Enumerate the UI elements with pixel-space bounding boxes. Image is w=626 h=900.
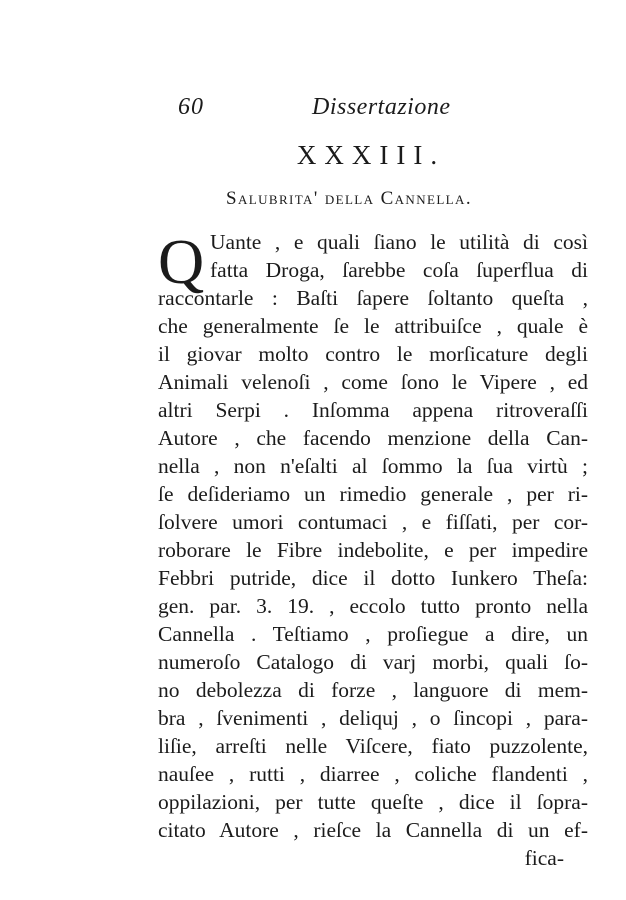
chapter-title: Salubrita' della Cannella. xyxy=(226,188,472,209)
text-line: ſe deſideriamo un rimedio generale , per ri- xyxy=(158,482,588,506)
text-line: raccontarle : Baſti ſapere ſoltanto queſta , xyxy=(158,286,588,310)
text-line: gen. par. 3. 19. , eccolo tutto pronto nella xyxy=(158,594,588,618)
text-line: il giovar molto contro le morſicature degli xyxy=(158,342,588,366)
text-line: citato Autore , rieſce la Cannella di un ef- xyxy=(158,818,588,842)
text-line: nella , non n'eſalti al ſommo la ſua virtù ; xyxy=(158,454,588,478)
text-line: Uante , e quali ſiano le utilità di così xyxy=(210,230,588,254)
text-line: altri Serpi . Inſomma appena ritroveraſſi xyxy=(158,398,588,422)
running-title: Dissertazione xyxy=(312,94,451,120)
text-line: Animali velenoſi , come ſono le Vipere , ed xyxy=(158,370,588,394)
text-line: Cannella . Teſtiamo , proſiegue a dire, un xyxy=(158,622,588,646)
text-line: no debolezza di forze , languore di mem- xyxy=(158,678,588,702)
text-line: bra , ſvenimenti , deliquj , o ſincopi , para- xyxy=(158,706,588,730)
chapter-number: XXXIII. xyxy=(296,140,446,170)
text-line: oppilazioni, per tutte queſte , dice il ſopra- xyxy=(158,790,588,814)
text-line: liſie, arreſti nelle Viſcere, fiato puzzolente, xyxy=(158,734,588,758)
text-line: fatta Droga, ſarebbe coſa ſuperflua di xyxy=(210,258,588,282)
catchword: fica- xyxy=(524,846,564,870)
running-head xyxy=(178,94,468,126)
page-number: 60 xyxy=(178,94,204,120)
text-line: roborare le Fibre indebolite, e per impedire xyxy=(158,538,588,562)
text-line: nauſee , rutti , diarree , coliche flandenti , xyxy=(158,762,588,786)
drop-cap-initial: Q xyxy=(158,226,205,297)
text-line: numeroſo Catalogo di varj morbi, quali ſo- xyxy=(158,650,588,674)
text-line: che generalmente ſe le attribuiſce , quale è xyxy=(158,314,588,338)
text-line: Autore , che facendo menzione della Can- xyxy=(158,426,588,450)
text-line: ſolvere umori contumaci , e fiſſati, per cor- xyxy=(158,510,588,534)
text-line: Febbri putride, dice il dotto Iunkero Theſa: xyxy=(158,566,588,590)
